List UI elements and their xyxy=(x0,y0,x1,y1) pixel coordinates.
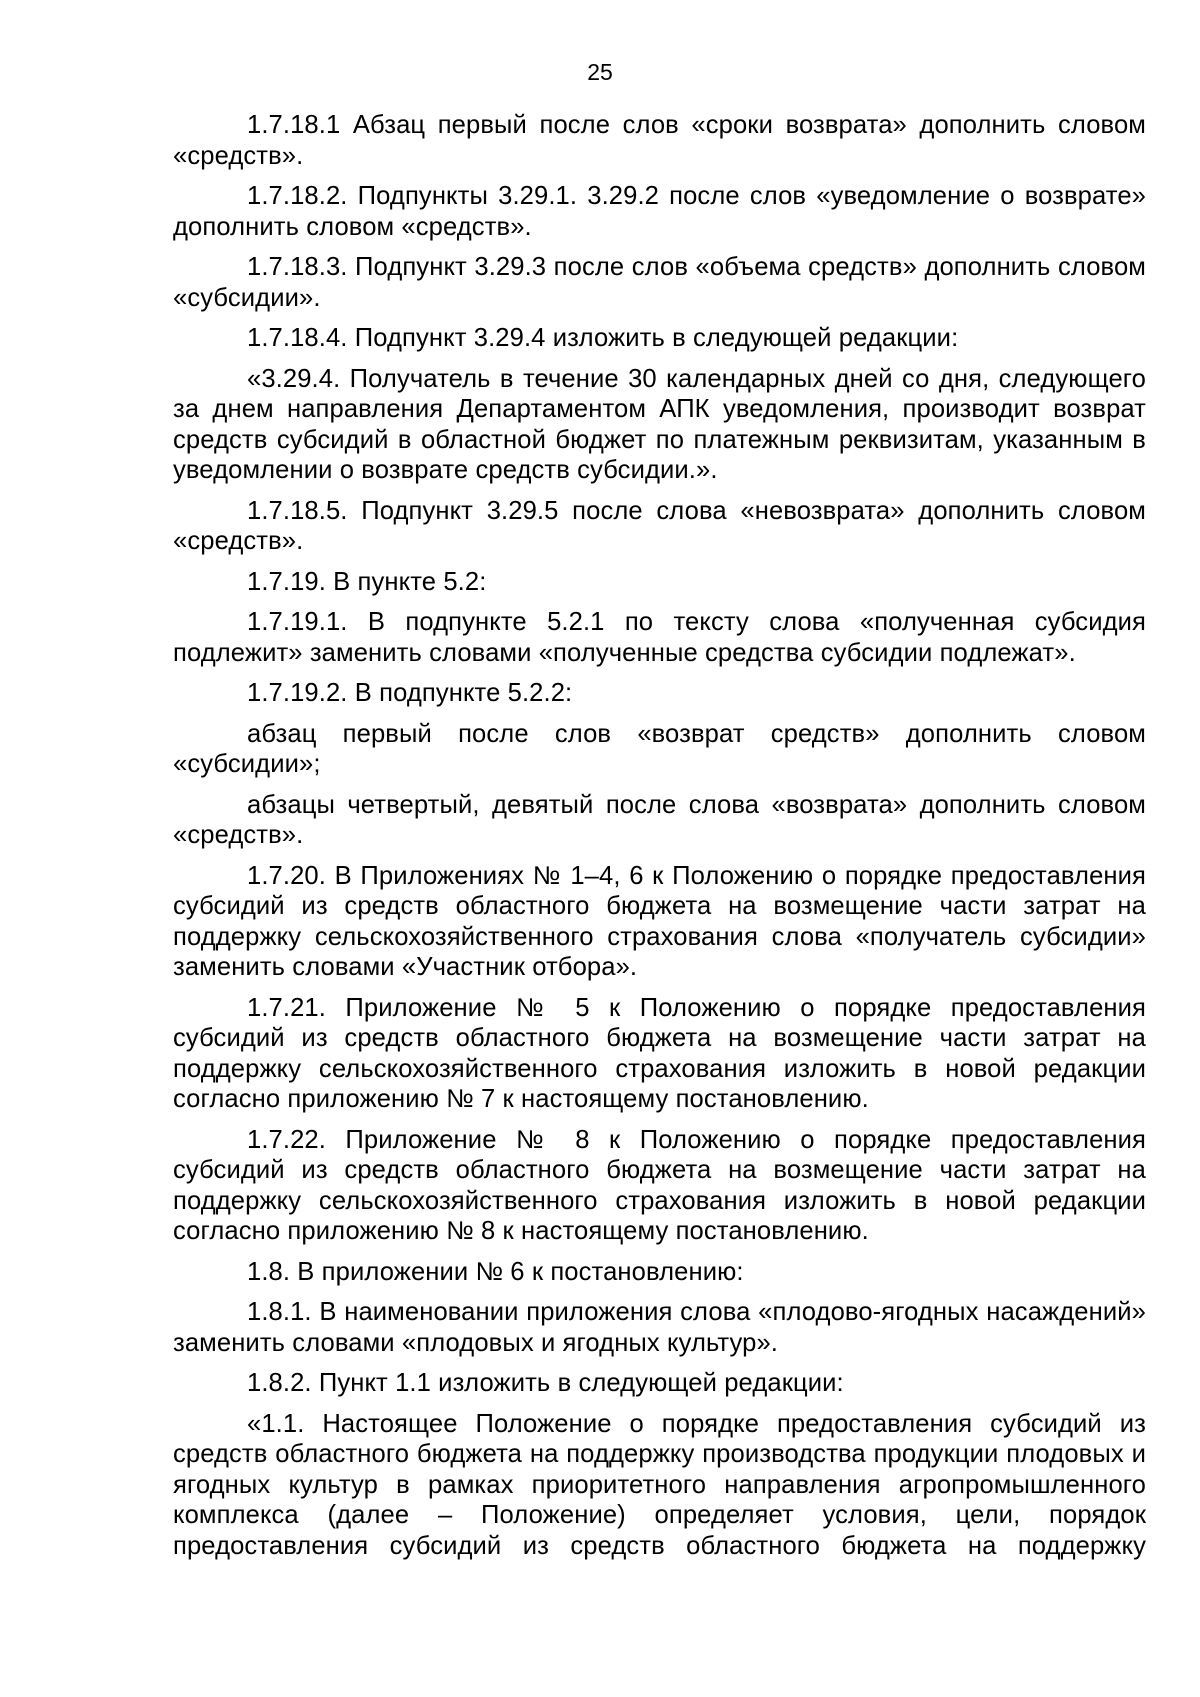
paragraph-1-7-22: 1.7.22. Приложение № 8 к Положению о порядке предоставления субсидий из средств областного бюджета на возмещение части затрат на поддержку сельскохозяйственного страхования изложить в новой редакции согласно приложению № 8 к настоящему постановлению. xyxy=(173,1125,1146,1245)
paragraph-1-8: 1.8. В приложении № 6 к постановлению: xyxy=(247,1257,744,1286)
paragraph-1-7-21: 1.7.21. Приложение № 5 к Положению о порядке предоставления субсидий из средств областного бюджета на возмещение части затрат на поддержку сельскохозяйственного страхования изложить в новой редакции согласно приложению № 7 к настоящему постановлению. xyxy=(173,993,1146,1113)
paragraph-1-7-18-4: 1.7.18.4. Подпункт 3.29.4 изложить в следующей редакции: xyxy=(247,324,959,352)
paragraph-1-7-18-3: 1.7.18.3. Подпункт 3.29.3 после слов «объема средств» дополнить словом «субсидии». xyxy=(173,253,1146,312)
paragraph-1-8-1: 1.8.1. В наименовании приложения слова «плодово-ягодных насаждений» заменить словами «плодовых и ягодных культур». xyxy=(173,1298,1146,1357)
paragraph-quote-1-1: «1.1. Настоящее Положение о порядке предоставления субсидий из средств областного бюджета на поддержку производства продукции плодовых и ягодных культур в рамках приоритетного направления агропромышленного комплекса (далее – Положение) определяет условия, цели, порядок предоставления субсидий из средств областного бюджета на поддержку xyxy=(173,1409,1146,1560)
paragraph-1-7-19-1: 1.7.19.1. В подпункте 5.2.1 по тексту слова «полученная субсидия подлежит» заменить словами «полученные средства субсидии подлежат». xyxy=(173,608,1146,667)
paragraph-1-7-20: 1.7.20. В Приложениях № 1–4, 6 к Положению о порядке предоставления субсидий из средств областного бюджета на возмещение части затрат на поддержку сельскохозяйственного страхования слова «получатель субсидии» заменить словами «Участник отбора». xyxy=(173,861,1146,981)
paragraph-1-8-2: 1.8.2. Пункт 1.1 изложить в следующей редакции: xyxy=(247,1369,844,1397)
paragraph-1-7-18-2: 1.7.18.2. Подпункты 3.29.1. 3.29.2 после слов «уведомление о возврате» дополнить словом «средств». xyxy=(173,182,1146,241)
paragraph-1-7-19: 1.7.19. В пункте 5.2: xyxy=(247,567,487,596)
document-body xyxy=(173,110,1146,1571)
paragraph-1-7-18-1: 1.7.18.1 Абзац первый после слов «сроки возврата» дополнить словом «средств». xyxy=(173,111,1146,170)
paragraph-quote-3-29-4: «3.29.4. Получатель в течение 30 календарных дней со дня, следующего за днем направления Департаментом АПК уведомления, производит возврат средств субсидий в областной бюджет по платежным реквизитам, указанным в уведомлении о возврате средств субсидии.». xyxy=(173,364,1146,484)
paragraph-1-7-19-2: 1.7.19.2. В подпункте 5.2.2: xyxy=(247,679,573,707)
page-number: 25 xyxy=(587,59,613,85)
paragraph-abzacy-fourth-ninth: абзацы четвертый, девятый после слова «возврата» дополнить словом «средств». xyxy=(173,790,1146,849)
paragraph-abzac-first: абзац первый после слов «возврат средств» дополнить словом «субсидии»; xyxy=(173,719,1146,778)
paragraph-1-7-18-5: 1.7.18.5. Подпункт 3.29.5 после слова «невозврата» дополнить словом «средств». xyxy=(173,496,1146,555)
